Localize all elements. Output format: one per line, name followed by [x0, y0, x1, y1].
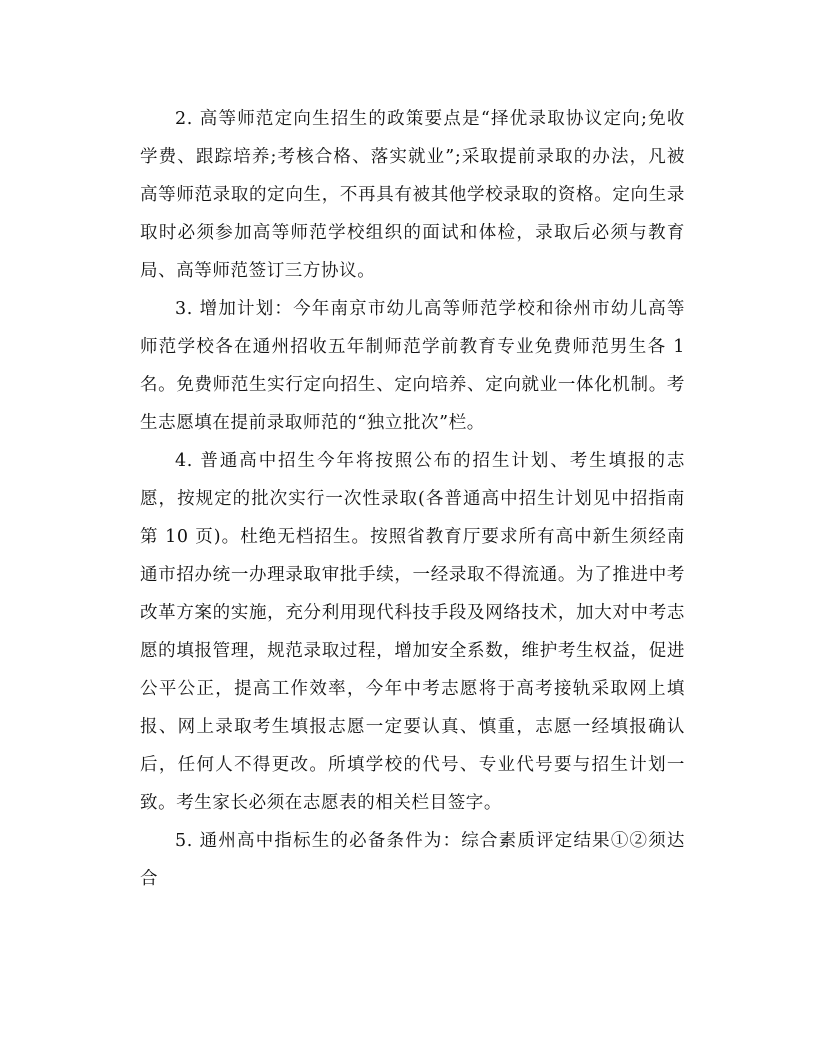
paragraph-high-school-admission: 4. 普通高中招生今年将按照公布的招生计划、考生填报的志愿，按规定的批次实行一次性录取(各普通高中招生计划见中招指南第 10 页)。杜绝无档招生。按照省教育厅要求所有高中新生须经南通市招办统一办理录取审批手续，一经录取不得流通。为了推进中考改革方案的实施，充分利用现代科技手段及网络技术，加大对中考志愿的填报管理，规范录取过程，增加安全系数，维护考生权益，促进公平公正，提高工作效率，今年中考志愿将于高考接轨采取网上填报、网上录取考生填报志愿一定要认真、慎重，志愿一经填报确认后，任何人不得更改。所填学校的代号、专业代号要与招生计划一致。考生家长必须在志愿表的相关栏目签字。 [140, 451, 685, 813]
paragraph-increase-plan: 3. 增加计划：今年南京市幼儿高等师范学校和徐州市幼儿高等师范学校各在通州招收五年制师范学前教育专业免费师范男生各 1 名。免费师范生实行定向招生、定向培养、定向就业一体化机制。考生志愿填在提前录取师范的“独立批次”栏。 [140, 299, 685, 433]
paragraph-quota-student-conditions: 5. 通州高中指标生的必备条件为：综合素质评定结果①②须达合 [140, 831, 685, 889]
paragraph-teacher-training-policy: 2. 高等师范定向生招生的政策要点是“择优录取协议定向;免收学费、跟踪培养;考核合格、落实就业”;采取提前录取的办法，凡被高等师范录取的定向生，不再具有被其他学校录取的资格。定向生录取时必须参加高等师范学校组织的面试和体检，录取后必须与教育局、高等师范签订三方协议。 [140, 109, 685, 281]
document-body [140, 100, 685, 898]
